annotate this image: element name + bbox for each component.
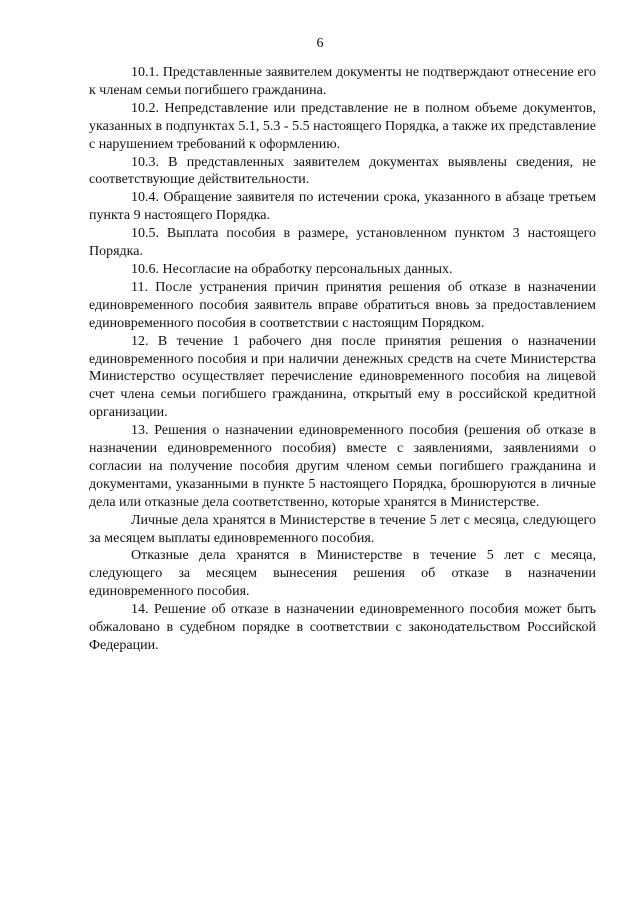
paragraph-13-personal-files: Личные дела хранятся в Министерстве в течение 5 лет с месяца, следующего за месяцем выплаты единовременного пособия. <box>89 512 596 546</box>
paragraph-13-refusal-files: Отказные дела хранятся в Министерстве в течение 5 лет с месяца, следующего за месяцем вынесения решения об отказе в назначении единовременного пособия. <box>89 548 596 600</box>
paragraph-10-4: 10.4. Обращение заявителя по истечении срока, указанного в абзаце третьем пункта 9 настоящего Порядка. <box>89 190 596 224</box>
paragraph-10-2: 10.2. Непредставление или представление не в полном объеме документов, указанных в подпунктах 5.1, 5.3 - 5.5 настоящего Порядка, а также их представление с нарушением требований к оформлению. <box>89 100 596 152</box>
paragraph-13: 13. Решения о назначении единовременного пособия (решения об отказе в назначении единовременного пособия) вместе с заявлениями, заявлениями о согласии на получение пособия другим членом семьи погибшего гражданина и документами, указанными в пункте 5 настоящего Порядка, брошюруются в личные дела или отказные дела соответственно, которые хранятся в Министерстве. <box>89 423 596 510</box>
paragraph-10-1: 10.1. Представленные заявителем документы не подтверждают отнесение его к членам семьи погибшего гражданина. <box>89 65 596 98</box>
paragraph-10-6: 10.6. Несогласие на обработку персональных данных. <box>131 261 453 277</box>
paragraph-12: 12. В течение 1 рабочего дня после принятия решения о назначении единовременного пособия и при наличии денежных средств на счете Министерства Министерство осуществляет перечисление единовременного пособия на лицевой счет члена семьи погибшего гражданина, открытый ему в российской кредитной организации. <box>89 333 596 421</box>
paragraph-14: 14. Решение об отказе в назначении единовременного пособия может быть обжаловано в судебном порядке в соответствии с законодательством Российской Федерации. <box>89 602 596 653</box>
paragraph-10-5: 10.5. Выплата пособия в размере, установленном пунктом 3 настоящего Порядка. <box>89 226 596 260</box>
paragraph-10-3: 10.3. В представленных заявителем документах выявлены сведения, не соответствующие действительности. <box>89 154 596 188</box>
document-body <box>89 64 596 655</box>
page-number: 6 <box>316 36 324 51</box>
paragraph-11: 11. После устранения причин принятия решения об отказе в назначении единовременного пособия заявитель вправе обратиться вновь за предоставлением единовременного пособия в соответствии с настоящим Порядком. <box>89 279 596 331</box>
